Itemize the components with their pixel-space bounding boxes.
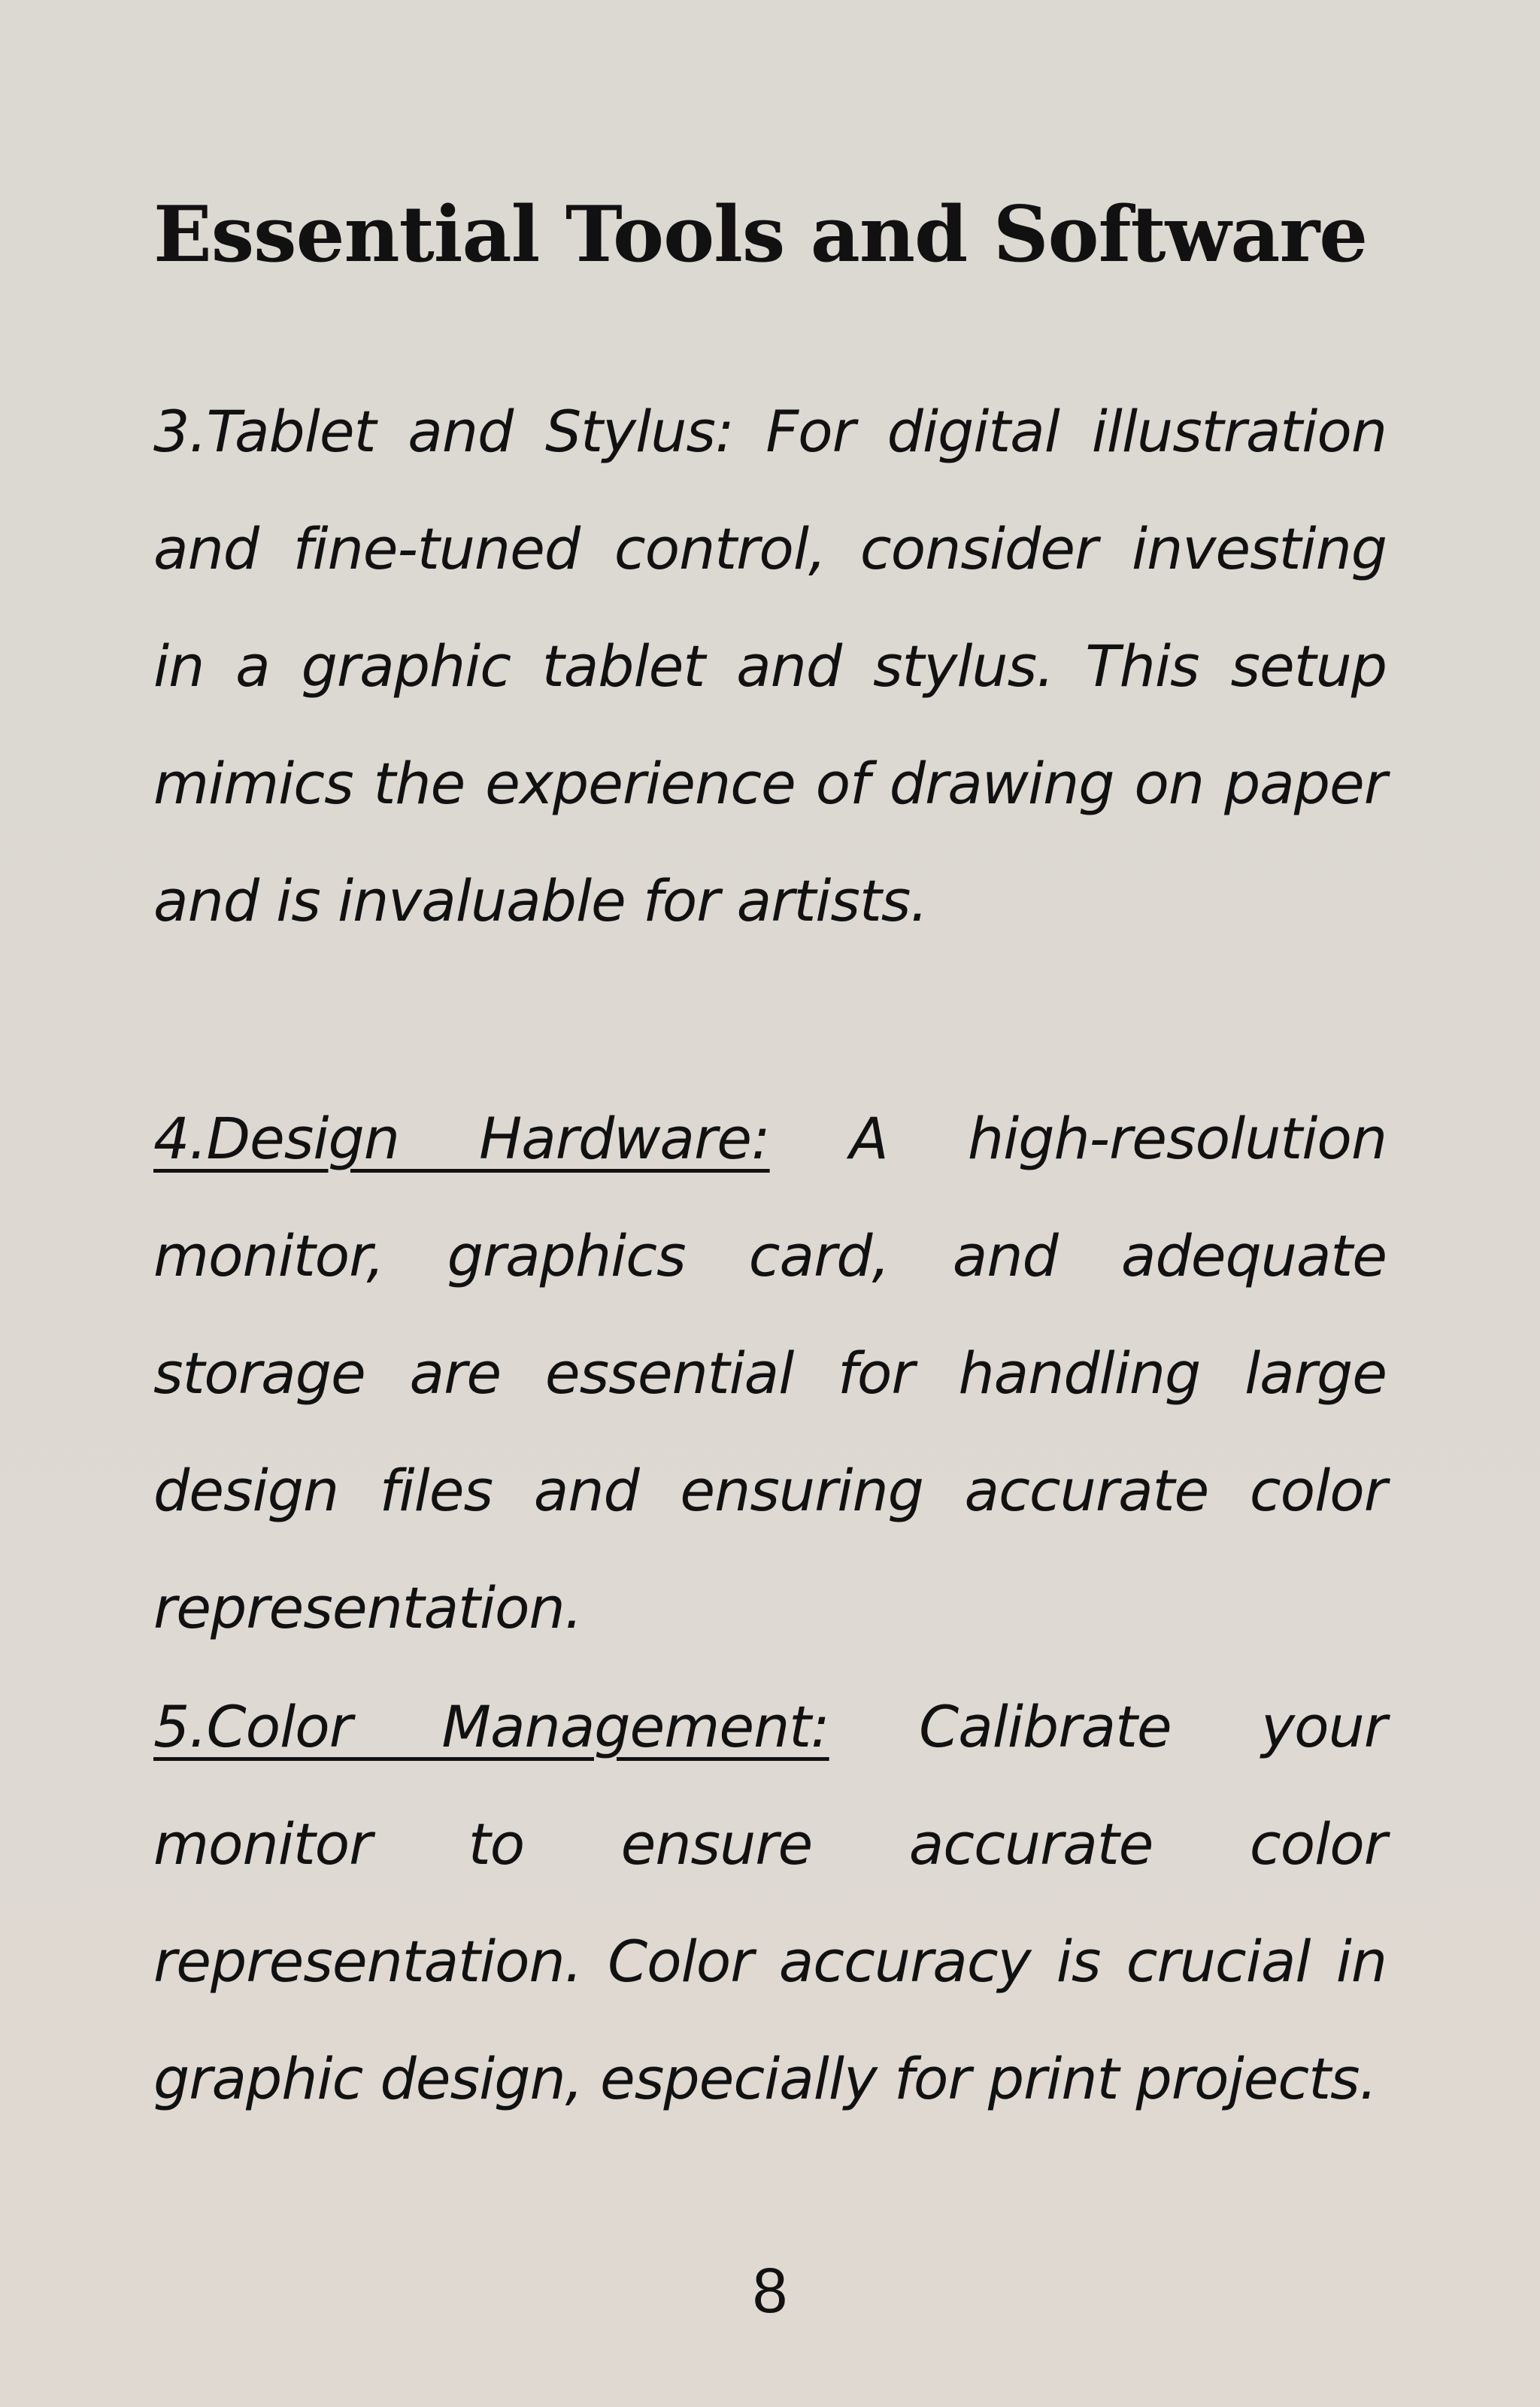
section-design-hardware bbox=[153, 1080, 1387, 1667]
section-body: A high-resolution monitor, graphics card, and adequate storage are essential for handling large design files and ensuring accurate color representation. bbox=[153, 1105, 1387, 1641]
page-number: 8 bbox=[752, 2255, 788, 2326]
section-tablet-and-stylus bbox=[153, 373, 1387, 960]
section-term: 5.Color Management: bbox=[153, 1693, 829, 1760]
section-body: For digital illustration and fine-tuned control, consider investing in a graphic tablet and stylus. This setup mimics the experience of drawing on paper and is invaluable for artists. bbox=[153, 398, 1387, 934]
section-color-management bbox=[153, 1668, 1387, 2138]
page-title: Essential Tools and Software bbox=[153, 190, 1368, 280]
section-term: 3.Tablet and Stylus: bbox=[153, 398, 734, 465]
section-term: 4.Design Hardware: bbox=[153, 1105, 770, 1172]
section-body: Calibrate your monitor to ensure accurate color representation. Color accuracy is crucial in graphic design, especially for print projects. bbox=[153, 1693, 1387, 2112]
